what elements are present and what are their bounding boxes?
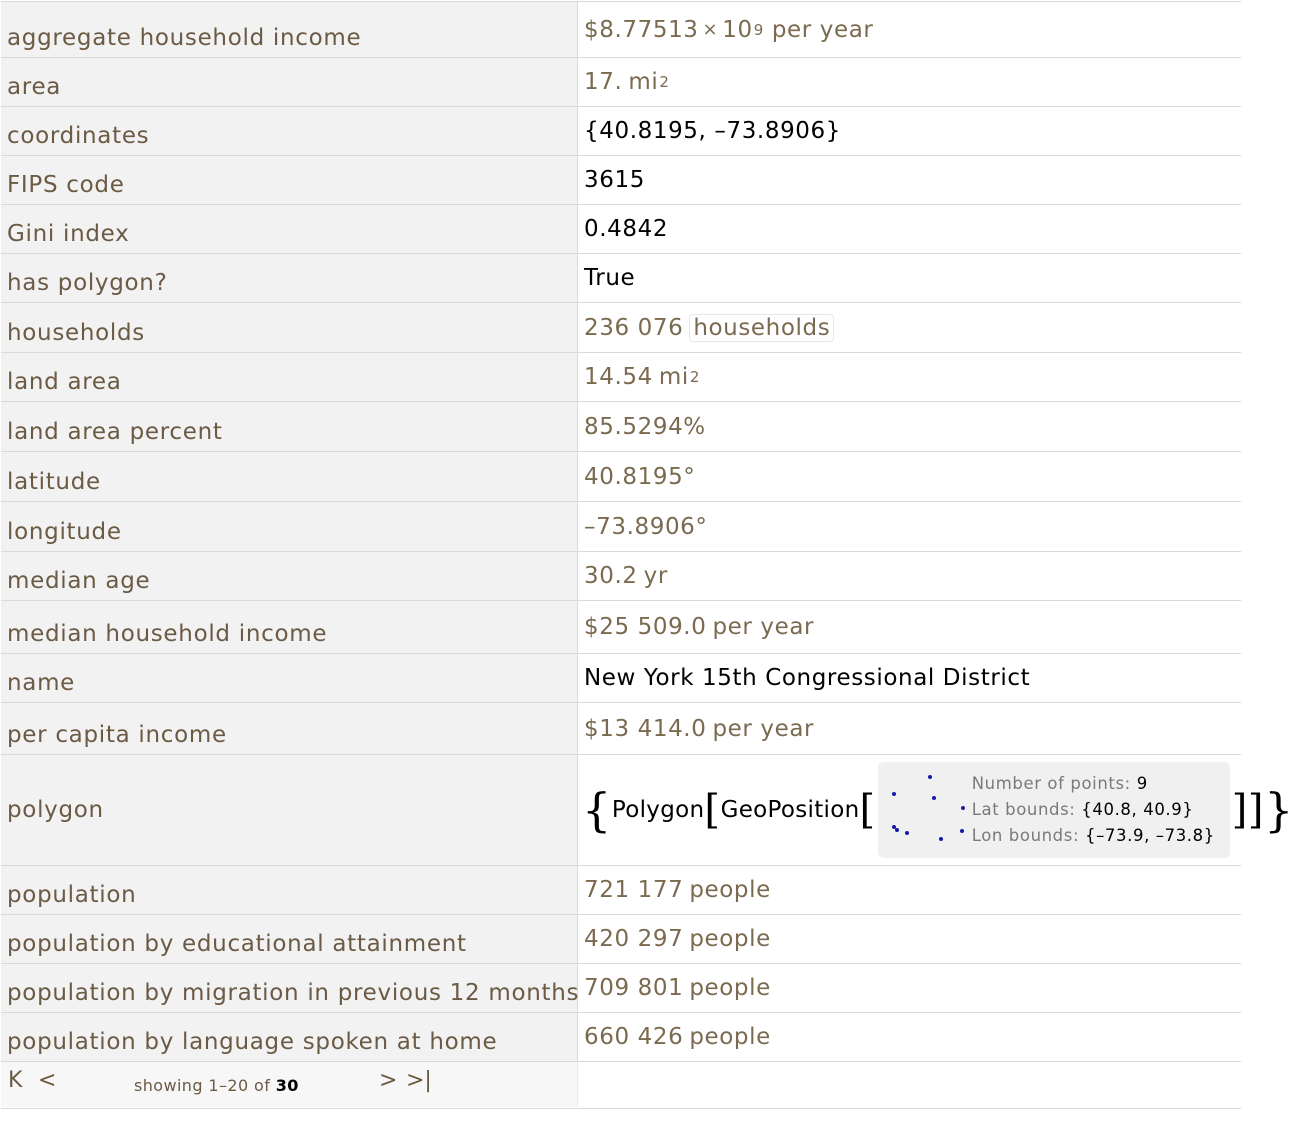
polygon-summary-box[interactable] [878, 762, 1230, 858]
table-row [1, 2, 1241, 58]
row-key: area [1, 58, 578, 106]
polygon-point [939, 837, 943, 841]
table-row [1, 303, 1241, 353]
row-value[interactable]: $25 509.0 per year [584, 614, 815, 640]
row-value[interactable]: 709 801 people [584, 975, 771, 1001]
table-row [1, 915, 1241, 964]
table-row [1, 502, 1241, 552]
table-row [1, 601, 1241, 654]
dataset-table [1, 1, 1294, 1109]
row-key: population by language spoken at home [1, 1013, 578, 1061]
row-value[interactable]: –73.8906° [584, 513, 708, 540]
polygon-point [905, 831, 909, 835]
row-value[interactable]: 40.8195° [584, 463, 696, 490]
row-key: land area [1, 353, 578, 401]
table-row [1, 703, 1241, 755]
polygon-point [932, 796, 936, 800]
polygon-point [892, 792, 896, 796]
row-value[interactable]: {40.8195, –73.8906} [584, 118, 842, 144]
pager-bar [1, 1062, 1241, 1109]
pager-controls [1, 1062, 578, 1107]
row-value[interactable]: $13 414.0 per year [584, 715, 815, 742]
row-value[interactable]: 3615 [584, 167, 645, 193]
polygon-point [960, 829, 964, 833]
row-value[interactable]: 420 297 people [584, 926, 771, 952]
row-value[interactable]: True [584, 265, 636, 291]
row-key: land area percent [1, 402, 578, 451]
polygon-value[interactable]: { Polygon [ GeoPosition [ Number of points: 9 Lat bounds: {40.8, 40.9} Lon bounds: {–73.9, –73.8} ]] } [578, 755, 1294, 865]
row-value[interactable]: 14.54 mi 2 [584, 364, 701, 390]
polygon-points-plot [878, 762, 972, 858]
table-row [1, 402, 1241, 452]
row-key: median household income [1, 601, 578, 653]
table-row [1, 107, 1241, 156]
polygon-point [961, 806, 965, 810]
row-value[interactable]: 17. mi 2 [584, 69, 670, 95]
table-row [1, 254, 1241, 303]
table-row [1, 552, 1241, 601]
page-info: showing 1–20 of 30 [134, 1076, 299, 1095]
first-page-icon[interactable]: K [8, 1068, 23, 1093]
row-key: Gini index [1, 205, 578, 253]
row-key: population [1, 866, 578, 914]
row-key: per capita income [1, 703, 578, 754]
row-key: population by educational attainment [1, 915, 578, 963]
row-key: polygon [1, 755, 578, 865]
row-value[interactable]: New York 15th Congressional District [584, 665, 1031, 691]
table-row [1, 755, 1294, 866]
row-key: population by migration in previous 12 months [1, 964, 578, 1012]
row-key: median age [1, 552, 578, 600]
table-row [1, 58, 1241, 107]
table-row [1, 452, 1241, 502]
table-row [1, 654, 1241, 703]
table-row [1, 866, 1241, 915]
table-row [1, 353, 1241, 402]
row-key: aggregate household income [1, 2, 578, 57]
row-key: name [1, 654, 578, 702]
polygon-point [928, 775, 932, 779]
table-row [1, 964, 1241, 1013]
next-page-icon[interactable]: > [379, 1068, 398, 1093]
table-row [1, 205, 1241, 254]
polygon-stats: Number of points: 9 Lat bounds: {40.8, 40.9} Lon bounds: {–73.9, –73.8} [971, 774, 1215, 845]
previous-page-icon[interactable]: < [38, 1068, 57, 1093]
table-row [1, 156, 1241, 205]
last-page-icon[interactable]: >| [406, 1068, 432, 1093]
row-value[interactable]: $8.77513 × 10 9 per year [584, 16, 874, 43]
row-key: has polygon? [1, 254, 578, 302]
row-key: coordinates [1, 107, 578, 155]
row-key: longitude [1, 502, 578, 551]
row-value[interactable]: 0.4842 [584, 216, 669, 242]
row-value[interactable]: 236 076 households [578, 303, 1241, 352]
row-value[interactable]: 660 426 people [584, 1024, 771, 1050]
row-value[interactable]: 85.5294% [584, 413, 706, 440]
row-key: latitude [1, 452, 578, 501]
row-key: households [1, 303, 578, 352]
row-value[interactable]: 30.2 yr [584, 563, 668, 589]
row-value[interactable]: 721 177 people [584, 877, 771, 903]
table-row [1, 1013, 1241, 1062]
polygon-point [895, 828, 899, 832]
row-key: FIPS code [1, 156, 578, 204]
